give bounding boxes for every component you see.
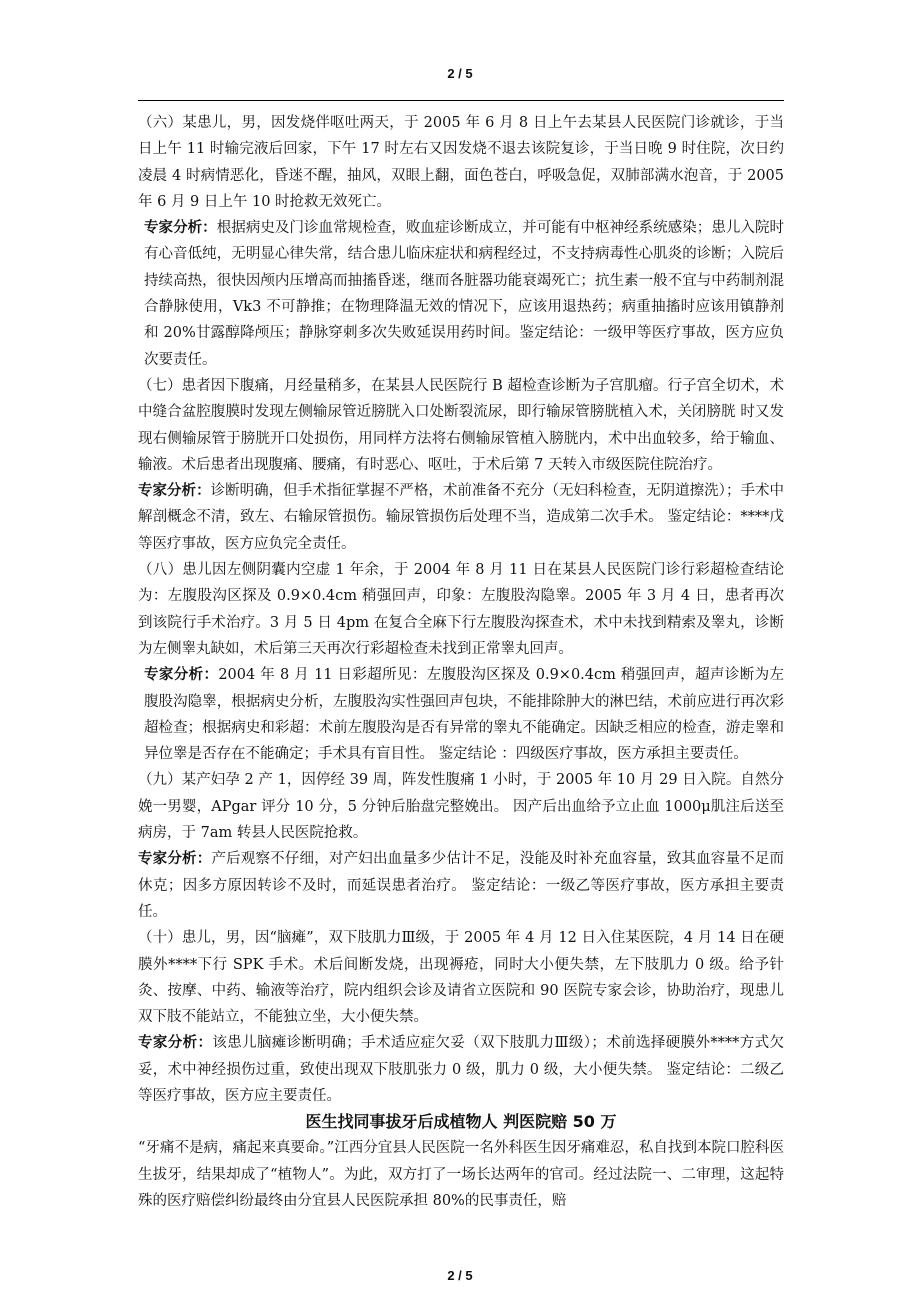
case-9-analysis-text: 产后观察不仔细，对产妇出血量多少估计不足，没能及时补充血容量，致其血容量不足而休克；因多方原因转诊不及时，而延误患者治疗。 鉴定结论：一级乙等医疗事故，医方承担主要责任。: [138, 851, 785, 920]
case-9-analysis-label: 专家分析：: [138, 851, 212, 868]
case-6-analysis: [138, 215, 784, 373]
article-title: 医生找同事拔牙后成植物人 判医院赔 50 万: [305, 1112, 617, 1132]
case-10-analysis: [138, 1030, 784, 1109]
case-8-analysis: [138, 662, 784, 767]
case-7-text: （七）患者因下腹痛，月经量稍多，在某县人民医院行 B 超检查诊断为子宫肌瘤。行子宫全切术，术中缝合盆腔腹膜时发现左侧输尿管近膀胱入口处断裂流尿，即行输尿管膀胱植入术，关闭膀胱 时又发现右侧输尿管于膀胱开口处损伤，用同样方法将右侧输尿管植入膀胱内，术中出血较多，给于输血、输液。术后患者出现腹痛、腰痛，有时恶心、呕吐，于术后第 7 天转入市级医院住院治疗。: [138, 377, 784, 473]
case-7-analysis-label: 专家分析：: [138, 483, 211, 500]
document-body: [138, 110, 784, 1214]
article-body: “牙痛不是病，痛起来真要命。”江西分宜县人民医院一名外科医生因牙痛难忍，私自找到本院口腔科医生拔牙，结果却成了“植物人”。为此，双方打了一场长达两年的官司。经过法院一、二审理，这起特殊的医疗赔偿纠纷最终由分宜县人民医院承担 80%的民事责任，赔: [138, 1140, 784, 1209]
case-9-text: （九）某产妇孕 2 产 1，因停经 39 周，阵发性腹痛 1 小时，于 2005 年 10 月 29 日入院。自然分娩一男婴，APgar 评分 10 分，5 分钟后胎盘完整娩出。 因产后出血给予立止血 1000μ肌注后送至病房，于 7am 转县人民医院抢救。: [138, 772, 784, 842]
page-number-bottom: 2 / 5: [447, 1268, 473, 1283]
case-10-text: （十）患儿，男，因“脑瘫”，双下肢肌力Ⅲ级，于 2005 年 4 月 12 日入住某医院，4 月 14 日在硬膜外****下行 SPK 手术。术后间断发烧，出现褥疮，同时大小便失禁，左下肢肌力 0 级。给予针灸、按摩、中药、输液等治疗，院内组织会诊及请省立医院和 90 医院专家会诊，协助治疗，现患儿双下肢不能站立，不能独立坐，大小便失禁。: [138, 930, 784, 1026]
case-6-analysis-text: 根据病史及门诊血常规检查，败血症诊断成立，并可能有中枢神经系统感染；患儿入院时有心音低纯，无明显心律失常，结合患儿临床症状和病程经过，不支持病毒性心肌炎的诊断；入院后持续高热，很快因颅内压增高而抽搐昏迷，继而各脏器功能衰竭死亡；抗生素一般不宜与中药制剂混合静脉使用，Vk3 不可静推；在物理降温无效的情况下，应该用退热药；病重抽搐时应该用镇静剂和 20%甘露醇降颅压；静脉穿刺多次失败延误用药时间。鉴定结论：一级甲等医疗事故，医方应负次要责任。: [144, 220, 784, 368]
case-6-text: （六）某患儿，男，因发烧伴呕吐两天，于 2005 年 6 月 8 日上午去某县人民医院门诊就诊，于当日上午 11 时输完液后回家，下午 17 时左右又因发烧不退去该院复诊，于当日晚 9 时住院，次日约凌晨 4 时病情恶化，昏迷不醒，抽风，双眼上翻，面色苍白，呼吸急促，双肺部满水泡音，于 2005 年 6 月 9 日上午 10 时抢救无效死亡。: [138, 115, 784, 210]
case-8-analysis-label: 专家分析：: [144, 667, 219, 684]
case-8-analysis-text: 2004 年 8 月 11 日彩超所见：左腹股沟区探及 0.9×0.4cm 稍强回声，超声诊断为左腹股沟隐睾，根据病史分析，左腹股沟实性强回声包块，不能排除肿大的淋巴结，术前应进行再次彩超检查；根据病史和彩超：术前左腹股沟是否有异常的睾丸不能确定。因缺乏相应的检查，游走睾和异位睾是否存在不能确定；手术具有盲目性。 鉴定结论 ：四级医疗事故，医方承担主要责任。: [144, 667, 784, 763]
case-6-analysis-label: 专家分析：: [144, 220, 217, 237]
case-10-analysis-label: 专家分析：: [138, 1035, 213, 1052]
case-10-analysis-text: 该患儿脑瘫诊断明确；手术适应症欠妥（双下肢肌力Ⅲ级）；术前选择硬膜外****方式欠妥，术中神经损伤过重，致使出现双下肢肌张力 0 级，肌力 0 级，大小便失禁。 鉴定结论：二级乙等医疗事故，医方应主要责任。: [138, 1035, 785, 1104]
page-number-top: 2 / 5: [447, 66, 473, 81]
case-7-analysis: [138, 478, 784, 557]
case-9-analysis: [138, 846, 784, 925]
header-rule: [138, 100, 784, 101]
case-7-analysis-text: 诊断明确，但手术指征掌握不严格，术前准备不充分（无妇科检查，无阴道擦洗）；手术中解剖概念不清，致左、右输尿管损伤。输尿管损伤后处理不当，造成第二次手术。 鉴定结论：****戊等医疗事故，医方应负完全责任。: [138, 483, 785, 552]
case-8-text: （八）患儿因左侧阴囊内空虚 1 年余，于 2004 年 8 月 11 日在某县人民医院门诊行彩超检查结论为：左腹股沟区探及 0.9×0.4cm 稍强回声，印象：左腹股沟隐睾。2005 年 3 月 4 日，患者再次到该院行手术治疗。3 月 5 日 4pm 在复合全麻下行左腹股沟探查术，术中未找到精索及睾丸，诊断为左侧睾丸缺如，术后第三天再次行彩超检查未找到正常睾丸回声。: [138, 562, 784, 657]
